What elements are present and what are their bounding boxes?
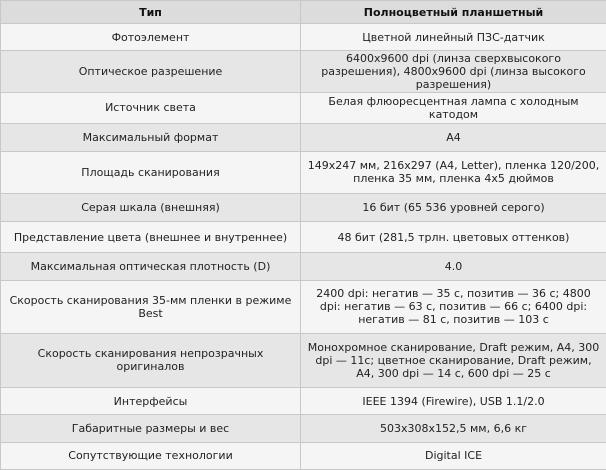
spec-label: Серая шкала (внешняя) [1,193,301,221]
table-row [1,333,606,388]
table-header-row [1,1,606,24]
spec-value: 4.0 [301,252,606,280]
spec-label: Оптическое разрешение [1,51,301,93]
table-row [1,152,606,194]
spec-label: Площадь сканирования [1,152,301,194]
column-header-value: Полноцветный планшетный [301,1,606,24]
table-row [1,123,606,151]
spec-value: Монохромное сканирование, Draft режим, A4, 300 dpi — 11с; цветное сканирование, Draft режим, A4, 300 dpi — 14 с, 600 dpi — 25 с [301,333,606,388]
spec-value: 149x247 мм, 216x297 (A4, Letter), пленка 120/200, пленка 35 мм, пленка 4x5 дюймов [301,152,606,194]
spec-value: Цветной линейный ПЗС-датчик [301,24,606,51]
spec-label: Источник света [1,93,301,123]
spec-label: Фотоэлемент [1,24,301,51]
column-header-type: Тип [1,1,301,24]
table-row [1,193,606,221]
spec-value: A4 [301,123,606,151]
spec-label: Максимальная оптическая плотность (D) [1,252,301,280]
spec-value: Digital ICE [301,442,606,469]
spec-label: Габаритные размеры и вес [1,415,301,442]
table-row [1,51,606,93]
spec-label: Сопутствующие технологии [1,442,301,469]
spec-label: Представление цвета (внешнее и внутреннее) [1,222,301,252]
spec-label: Скорость сканирования непрозрачных оригиналов [1,333,301,388]
spec-value: 16 бит (65 536 уровней серого) [301,193,606,221]
spec-value: IEEE 1394 (Firewire), USB 1.1/2.0 [301,388,606,415]
spec-label: Скорость сканирования 35-мм пленки в режиме Best [1,281,301,333]
table-row [1,415,606,442]
spec-label: Максимальный формат [1,123,301,151]
spec-value: 2400 dpi: негатив — 35 с, позитив — 36 с; 4800 dpi: негатив — 63 с, позитив — 66 с; 6400 dpi: негатив — 81 с, позитив — 103 с [301,281,606,333]
table-row [1,222,606,252]
table-row [1,281,606,333]
spec-value: 6400x9600 dpi (линза сверхвысокого разрешения), 4800x9600 dpi (линза высокого разрешения) [301,51,606,93]
table-row [1,442,606,469]
spec-value: 48 бит (281,5 трлн. цветовых оттенков) [301,222,606,252]
table-row [1,388,606,415]
table-row [1,252,606,280]
spec-value: Белая флюоресцентная лампа с холодным катодом [301,93,606,123]
table-row [1,93,606,123]
spec-value: 503x308x152,5 мм, 6,6 кг [301,415,606,442]
table-row [1,24,606,51]
spec-label: Интерфейсы [1,388,301,415]
